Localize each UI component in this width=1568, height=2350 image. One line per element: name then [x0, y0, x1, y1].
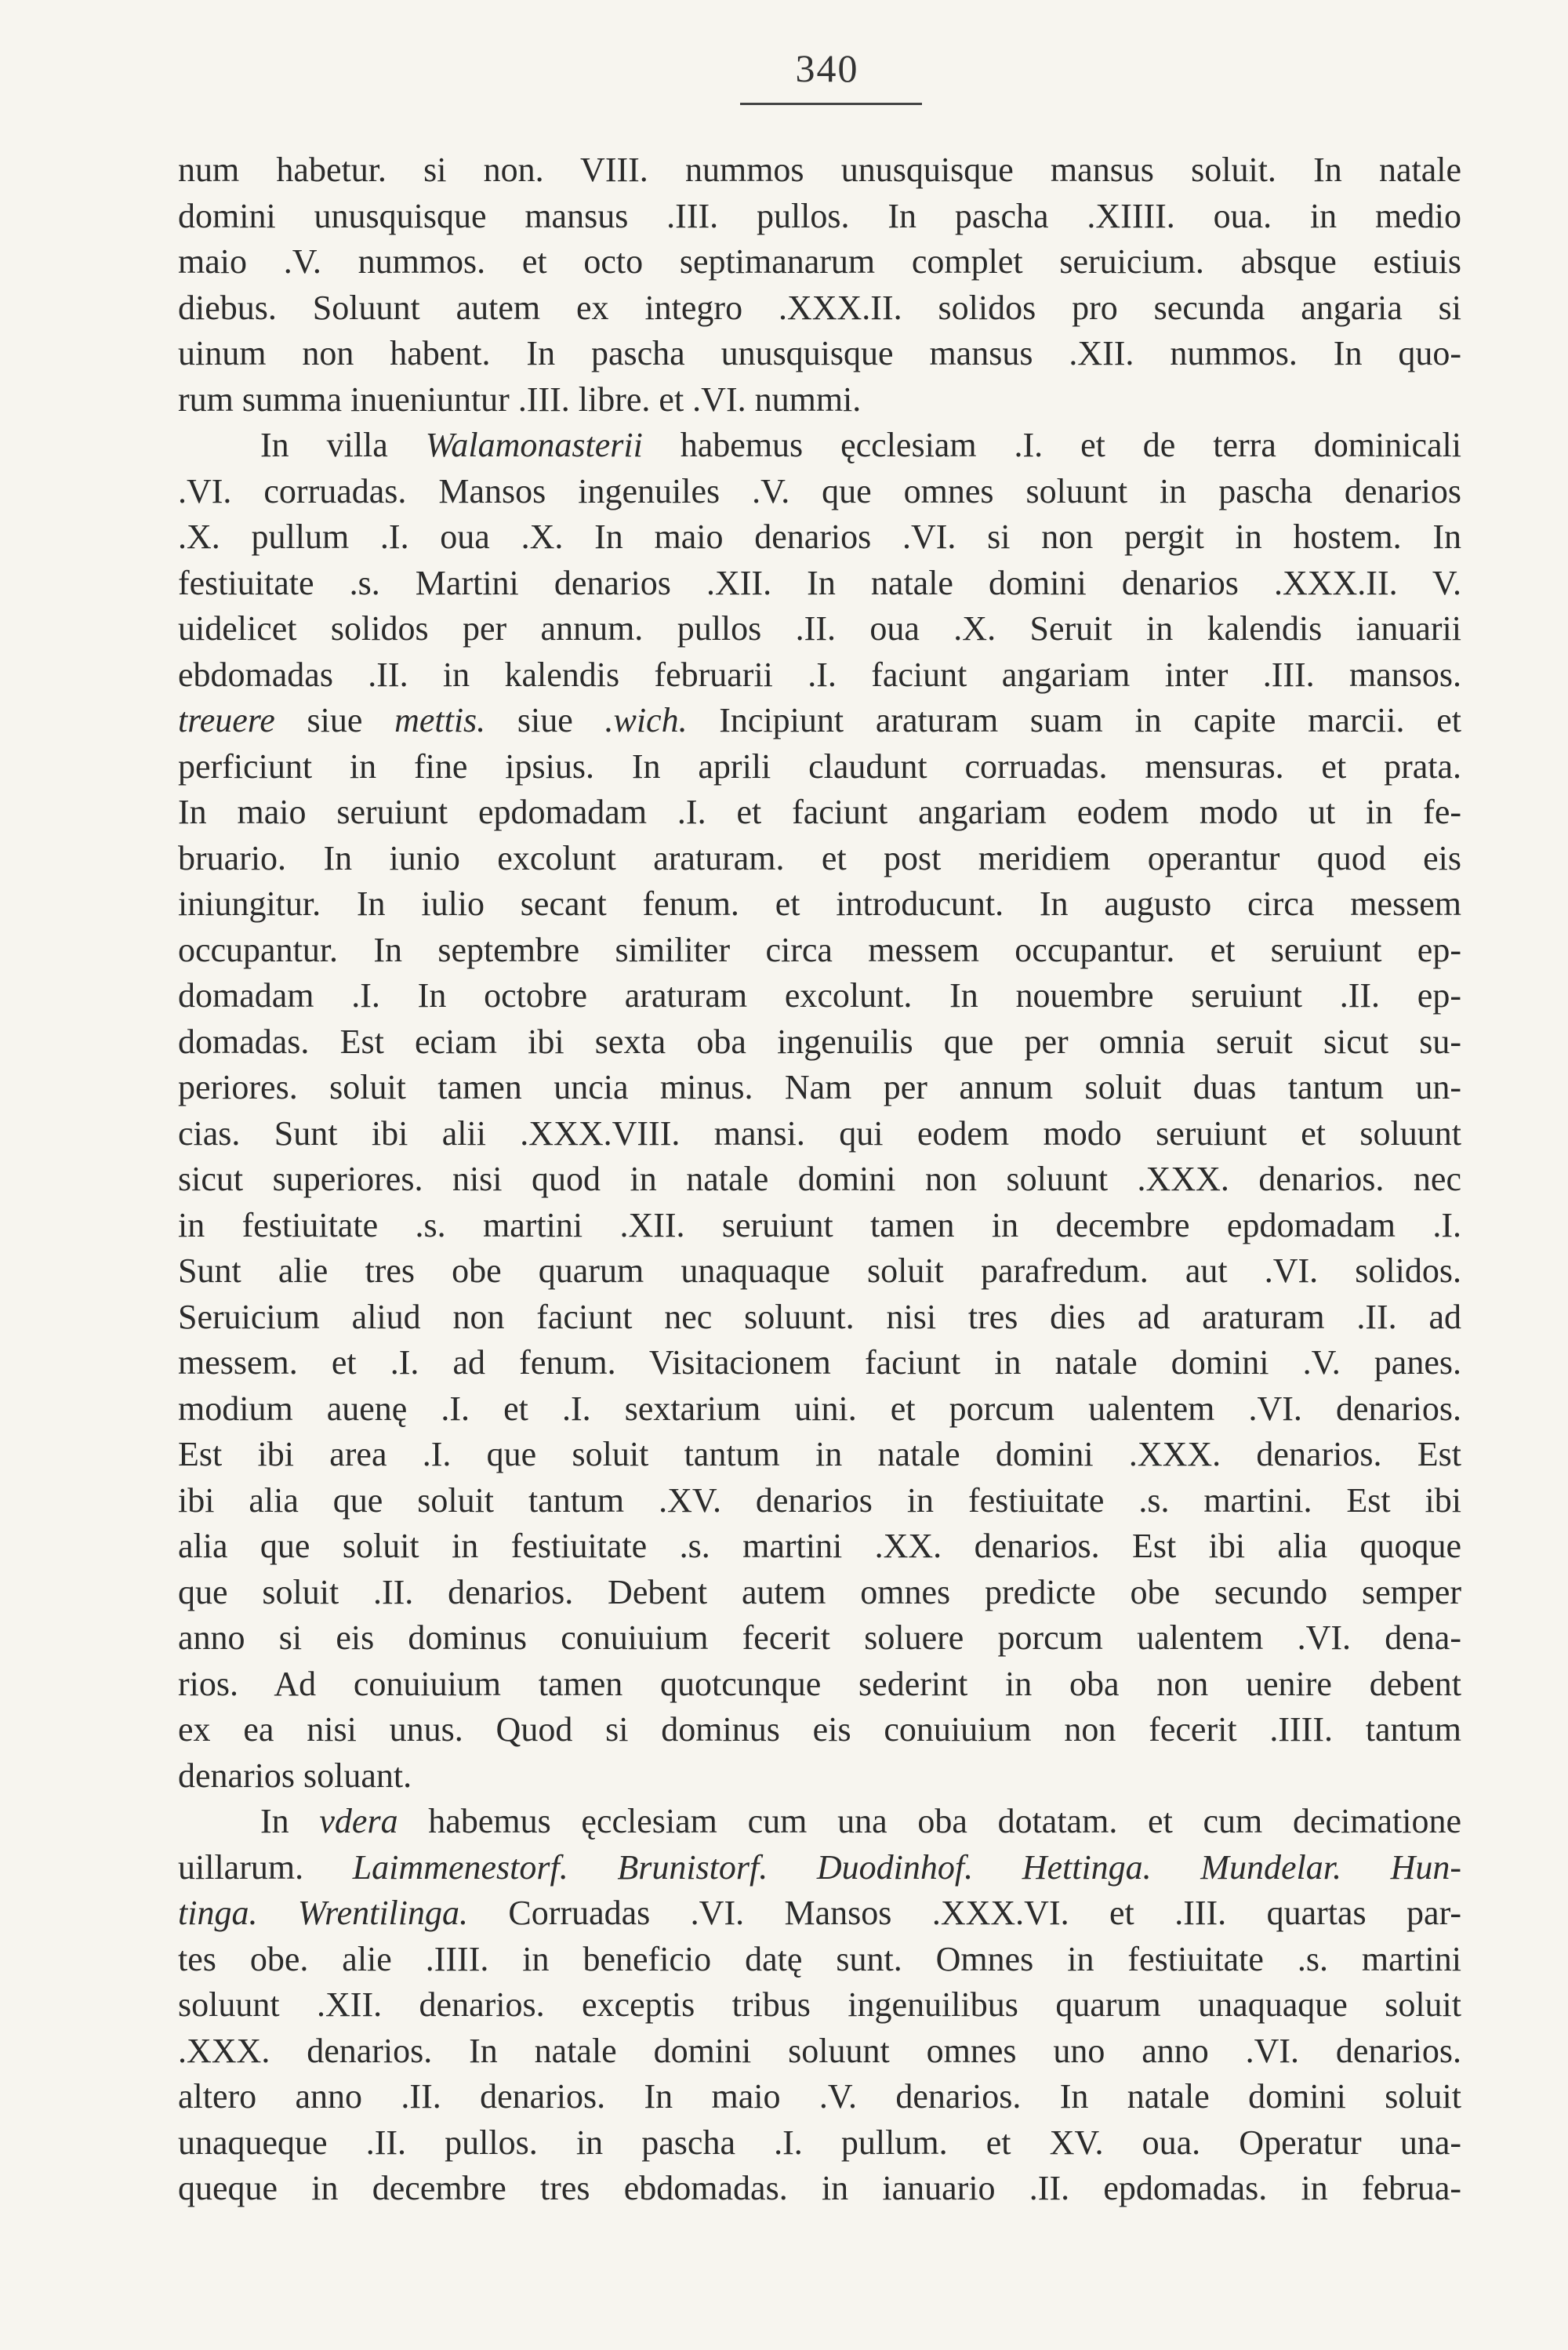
- text-line: .X. pullum .I. oua .X. In maio denarios .VI. si non pergit in hostem. In: [178, 518, 1461, 556]
- text-line: In maio seruiunt epdomadam .I. et faciunt angariam eodem modo ut in fe-: [178, 793, 1461, 831]
- text-line: Sunt alie tres obe quarum unaquaque soluit parafredum. aut .VI. solidos.: [178, 1251, 1461, 1290]
- text-line: que soluit .II. denarios. Debent autem omnes predicte obe secundo semper: [178, 1572, 1461, 1611]
- text-line: sicut superiores. nisi quod in natale domini non soluunt .XXX. denarios. nec: [178, 1160, 1461, 1198]
- text-line: queque in decembre tres ebdomadas. in ianuario .II. epdomadas. in februa-: [178, 2169, 1461, 2207]
- text-line: festiuitate .s. Martini denarios .XII. In natale domini denarios .XXX.II. V.: [178, 563, 1461, 602]
- text-line: .VI. corruadas. Mansos ingenuiles .V. que omnes soluunt in pascha denarios: [178, 471, 1461, 510]
- text-line: ibi alia que soluit tantum .XV. denarios in festiuitate .s. martini. Est ibi: [178, 1480, 1461, 1520]
- text-line: occupantur. In septembre similiter circa messem occupantur. et seruiunt ep-: [178, 930, 1461, 969]
- text-line: ebdomadas .II. in kalendis februarii .I. faciunt angariam inter .III. mansos.: [178, 655, 1461, 694]
- text-line: In vdera habemus ęcclesiam cum una oba dotatam. et cum decimatione: [260, 1802, 1461, 1840]
- text-line: tes obe. alie .IIII. in beneficio datę sunt. Omnes in festiuitate .s. martini: [178, 1939, 1461, 1978]
- text-line: num habetur. si non. VIII. nummos unusquisque mansus soluit. In natale: [178, 151, 1461, 189]
- text-line: bruario. In iunio excolunt araturam. et post meridiem operantur quod eis: [178, 838, 1461, 877]
- text-line: diebus. Soluunt autem ex integro .XXX.II. solidos pro secunda angaria si: [178, 288, 1461, 327]
- text-line: domadas. Est eciam ibi sexta oba ingenuilis que per omnia seruit sicut su-: [178, 1022, 1461, 1061]
- text-line: domini unusquisque mansus .III. pullos. In pascha .XIIII. oua. in medio: [178, 196, 1461, 235]
- text-line: iniungitur. In iulio secant fenum. et introducunt. In augusto circa messem: [178, 884, 1461, 923]
- text-line: altero anno .II. denarios. In maio .V. denarios. In natale domini soluit: [178, 2077, 1461, 2116]
- text-line: Est ibi area .I. que soluit tantum in natale domini .XXX. denarios. Est: [178, 1435, 1461, 1473]
- text-line: denarios soluant.: [178, 1756, 412, 1795]
- text-line: tinga. Wrentilinga. Corruadas .VI. Mansos .XXX.VI. et .III. quartas par-: [178, 1894, 1461, 1932]
- text-line: .XXX. denarios. In natale domini soluunt omnes uno anno .VI. denarios.: [178, 2031, 1461, 2070]
- body-text: [178, 147, 1461, 2212]
- text-line: perficiunt in fine ipsius. In aprili claudunt corruadas. mensuras. et prata.: [178, 746, 1461, 786]
- text-line: uinum non habent. In pascha unusquisque mansus .XII. nummos. In quo-: [178, 334, 1461, 372]
- text-line: soluunt .XII. denarios. exceptis tribus ingenuilibus quarum unaquaque soluit: [178, 1985, 1461, 2024]
- text-line: treuere siue mettis. siue .wich. Incipiunt araturam suam in capite marcii. et: [178, 701, 1461, 739]
- text-line: In villa Walamonasterii habemus ęcclesiam .I. et de terra dominicali: [260, 426, 1461, 464]
- text-line: cias. Sunt ibi alii .XXX.VIII. mansi. qui eodem modo seruiunt et soluunt: [178, 1113, 1461, 1153]
- text-line: alia que soluit in festiuitate .s. martini .XX. denarios. Est ibi alia quoque: [178, 1527, 1461, 1565]
- text-line: periores. soluit tamen uncia minus. Nam per annum soluit duas tantum un-: [178, 1068, 1461, 1106]
- text-line: uillarum. Laimmenestorf. Brunistorf. Duodinhof. Hettinga. Mundelar. Hun-: [178, 1847, 1461, 1887]
- text-line: Seruicium aliud non faciunt nec soluunt. nisi tres dies ad araturam .II. ad: [178, 1297, 1461, 1336]
- text-line: domadam .I. In octobre araturam excolunt. In nouembre seruiunt .II. ep-: [178, 976, 1461, 1015]
- text-line: messem. et .I. ad fenum. Visitacionem faciunt in natale domini .V. panes.: [178, 1343, 1461, 1382]
- header-rule: [740, 103, 922, 105]
- text-line: rum summa inueniuntur .III. libre. et .VI. nummi.: [178, 380, 862, 419]
- text-line: in festiuitate .s. martini .XII. seruiunt tamen in decembre epdomadam .I.: [178, 1205, 1461, 1244]
- text-line: modium auenę .I. et .I. sextarium uini. et porcum ualentem .VI. denarios.: [178, 1389, 1461, 1428]
- text-line: unaqueque .II. pullos. in pascha .I. pullum. et XV. oua. Operatur una-: [178, 2123, 1461, 2162]
- text-line: anno si eis dominus conuiuium fecerit soluere porcum ualentem .VI. dena-: [178, 1618, 1461, 1657]
- page-number: 340: [795, 46, 859, 90]
- text-line: uidelicet solidos per annum. pullos .II. oua .X. Seruit in kalendis ianuarii: [178, 609, 1461, 648]
- text-line: maio .V. nummos. et octo septimanarum complet seruicium. absque estiuis: [178, 242, 1461, 281]
- text-line: ex ea nisi unus. Quod si dominus eis conuiuium non fecerit .IIII. tantum: [178, 1710, 1461, 1749]
- text-line: rios. Ad conuiuium tamen quotcunque sederint in oba non uenire debent: [178, 1664, 1461, 1703]
